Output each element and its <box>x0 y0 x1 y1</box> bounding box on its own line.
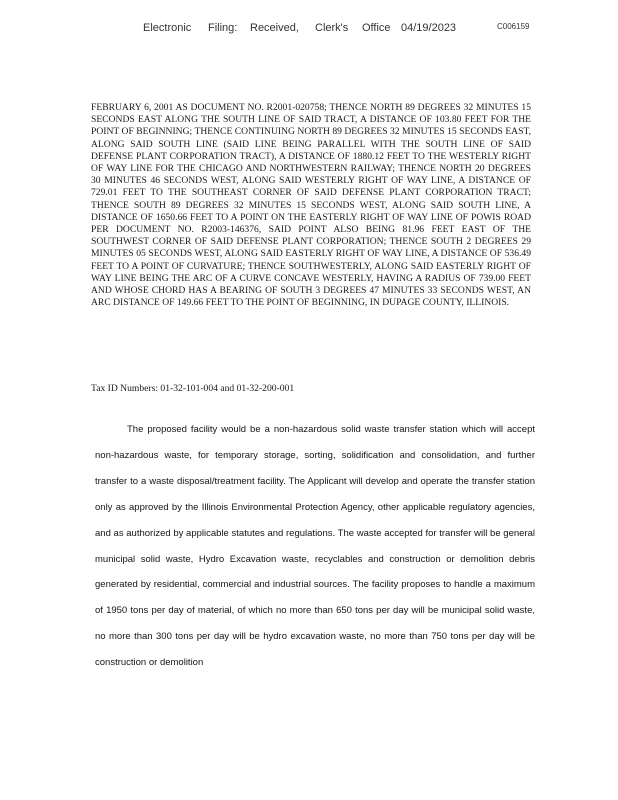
filing-header-electronic: Electronic <box>143 22 192 34</box>
filing-header-office: Office <box>362 22 391 34</box>
filing-header-received: Received, <box>250 22 299 34</box>
filing-header-clerks: Clerk's <box>315 22 349 34</box>
legal-description: FEBRUARY 6, 2001 AS DOCUMENT NO. R2001-020758; THENCE NORTH 89 DEGREES 32 MINUTES 15 SECONDS EAST ALONG THE SOUTH LINE OF SAID TRACT, A DISTANCE OF 103.80 FEET FOR THE POINT OF BEGINNING; THENCE CONTINUING NORTH 89 DEGREES 32 MINUTES 15 SECONDS EAST, ALONG SAID SOUTH LINE (SAID LINE BEING PARALLEL WITH THE SOUTH LINE OF SAID DEFENSE PLANT CORPORATION TRACT), A DISTANCE OF 1880.12 FEET TO THE WESTERLY RIGHT OF WAY LINE FOR THE CHICAGO AND NORTHWESTERN RAILWAY; THENCE NORTH 20 DEGREES 30 MINUTES 46 SECONDS WEST, ALONG SAID WESTERLY RIGHT OF WAY LINE, A DISTANCE OF 729.01 FEET TO THE SOUTHEAST CORNER OF SAID DEFENSE PLANT CORPORATION TRACT; THENCE SOUTH 89 DEGREES 32 MINUTES 15 SECONDS WEST, ALONG SAID SOUTH LINE, A DISTANCE OF 1650.66 FEET TO A POINT ON THE EASTERLY RIGHT OF WAY LINE OF POWIS ROAD PER DOCUMENT NO. R2003-146376, SAID POINT ALSO BEING 81.96 FEET EAST OF THE SOUTHWEST CORNER OF SAID DEFENSE PLANT CORPORATION; THENCE SOUTH 2 DEGREES 29 MINUTES 05 SECONDS WEST, ALONG SAID EASTERLY RIGHT OF WAY LINE, A DISTANCE OF 536.49 FEET TO A POINT OF CURVATURE; THENCE SOUTHWESTERLY, ALONG SAID EASTERLY RIGHT OF WAY LINE BEING THE ARC OF A CURVE CONCAVE WESTERLY, HAVING A RADIUS OF 739.00 FEET AND WHOSE CHORD HAS A BEARING OF SOUTH 3 DEGREES 47 MINUTES 33 SECONDS WEST, AN ARC DISTANCE OF 149.66 FEET TO THE POINT OF BEGINNING, IN DUPAGE COUNTY, ILLINOIS. <box>91 102 531 309</box>
tax-id-numbers: Tax ID Numbers: 01-32-101-004 and 01-32-200-001 <box>91 383 295 394</box>
facility-description-paragraph: The proposed facility would be a non-hazardous solid waste transfer station which will accept non-hazardous waste, for temporary storage, sorting, solidification and consolidation, and further transfer to a waste disposal/treatment facility. The Applicant will develop and operate the transfer station only as approved by the Illinois Environmental Protection Agency, other applicable regulatory agencies, and as authorized by applicable statutes and regulations. The waste accepted for transfer will be general municipal solid waste, Hydro Excavation waste, recyclables and construction or demolition debris generated by residential, commercial and industrial sources. The facility proposes to handle a maximum of 1950 tons per day of material, of which no more than 650 tons per day will be municipal solid waste, no more than 300 tons per day will be hydro excavation waste, no more than 750 tons per day will be construction or demolition <box>95 424 535 669</box>
filing-header <box>140 22 540 38</box>
document-code: C006159 <box>497 22 530 31</box>
filing-header-filing: Filing: <box>208 22 238 34</box>
filing-date: 04/19/2023 <box>401 22 457 34</box>
